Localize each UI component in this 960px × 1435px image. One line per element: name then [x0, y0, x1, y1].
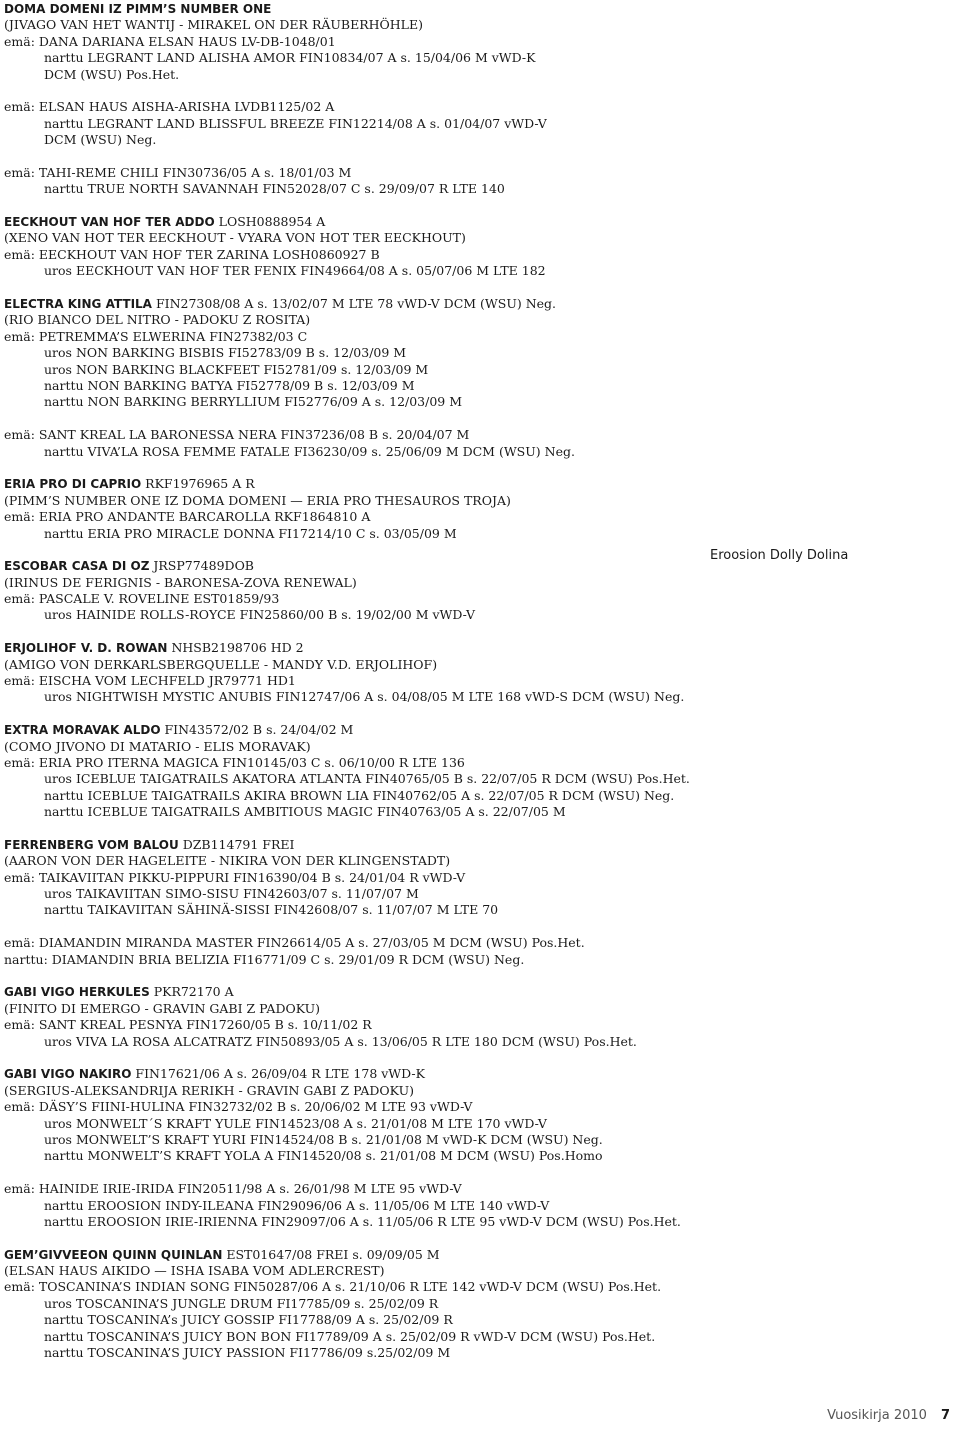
pedigree-line: emä: PASCALE V. ROVELINE EST01859/93	[4, 591, 280, 607]
entry-gap	[4, 1230, 664, 1246]
entry-heading	[4, 837, 664, 853]
pedigree-line: emä: ERIA PRO ANDANTE BARCAROLLA RKF1864810 A	[4, 509, 371, 525]
offspring-line: uros MONWELT’S KRAFT YURI FIN14524/08 B s. 21/01/08 M vWD-K DCM (WSU) Neg.	[44, 1131, 603, 1147]
entry-gap	[4, 624, 664, 640]
dog-entry	[4, 1066, 681, 1230]
pedigree-line: emä: SANT KREAL PESNYA FIN17260/05 B s. 10/11/02 R	[4, 1017, 372, 1033]
offspring-line: narttu EROOSION IRIE-IRIENNA FIN29097/06 A s. 11/05/06 R LTE 95 vWD-V DCM (WSU) Pos.Het.	[44, 1213, 681, 1229]
offspring-line: narttu TOSCANINA’S JUICY PASSION FI17786/09 s.25/02/09 M	[44, 1345, 451, 1361]
dog-entry	[4, 1, 664, 198]
entry-gap	[4, 821, 664, 837]
registration-info: FIN27308/08 A s. 13/02/07 M LTE 78 vWD-V DCM (WSU) Neg.	[151, 296, 557, 312]
pedigree-line: (ELSAN HAUS AIKIDO — ISHA ISABA VOM ADLERCREST)	[4, 1263, 385, 1279]
offspring-line: uros HAINIDE ROLLS-ROYCE FIN25860/00 B s. 19/02/00 M vWD-V	[44, 607, 475, 623]
entry-gap	[4, 198, 664, 214]
dog-entry	[4, 214, 664, 280]
line-gap	[4, 149, 664, 165]
offspring-line: uros TAIKAVIITAN SIMO-SISU FIN42603/07 s. 11/07/07 M	[44, 886, 419, 902]
dog-name: DOMA DOMENI IZ PIMM’S NUMBER ONE	[4, 2, 272, 16]
entry-gap	[4, 460, 664, 476]
offspring-line: DCM (WSU) Pos.Het.	[44, 66, 180, 82]
pedigree-line: (SERGIUS-ALEKSANDRIJA RERIKH - GRAVIN GABI Z PADOKU)	[4, 1082, 414, 1098]
page-footer	[827, 1408, 950, 1423]
registration-info: EST01647/08 FREI s. 09/09/05 M	[222, 1246, 440, 1262]
pedigree-line: emä: DANA DARIANA ELSAN HAUS LV-DB-1048/01	[4, 33, 336, 49]
offspring-line: narttu EROOSION INDY-ILEANA FIN29096/06 A s. 11/05/06 M LTE 140 vWD-V	[44, 1197, 550, 1213]
pedigree-line: emä: HAINIDE IRIE-IRIDA FIN20511/98 A s. 26/01/98 M LTE 95 vWD-V	[4, 1181, 462, 1197]
offspring-line: uros NON BARKING BISBIS FI52783/09 B s. 12/03/09 M	[44, 345, 407, 361]
pedigree-line: emä: TOSCANINA’S INDIAN SONG FIN50287/06 A s. 21/10/06 R LTE 142 vWD-V DCM (WSU) Pos.Het.	[4, 1279, 662, 1295]
dog-name: ESCOBAR CASA DI OZ	[4, 559, 150, 574]
registration-info: JRSP77489DOB	[149, 558, 254, 574]
entry-heading	[4, 296, 664, 312]
entry-heading	[4, 1, 664, 17]
photo-caption: Eroosion Dolly Dolina	[710, 548, 849, 563]
entry-gap	[4, 706, 664, 722]
line-gap	[4, 411, 664, 427]
pedigree-line: emä: PETREMMA’S ELWERINA FIN27382/03 C	[4, 328, 308, 344]
offspring-line: narttu ICEBLUE TAIGATRAILS AKIRA BROWN LIA FIN40762/05 A s. 22/07/05 R DCM (WSU) Neg.	[44, 787, 675, 803]
offspring-line: narttu TRUE NORTH SAVANNAH FIN52028/07 C s. 29/09/07 R LTE 140	[44, 181, 505, 197]
pedigree-line: emä: TAIKAVIITAN PIKKU-PIPPURI FIN16390/04 B s. 24/01/04 R vWD-V	[4, 869, 466, 885]
pedigree-line: emä: SANT KREAL LA BARONESSA NERA FIN37236/08 B s. 20/04/07 M	[4, 427, 470, 443]
pedigree-line: (PIMM’S NUMBER ONE IZ DOMA DOMENI — ERIA PRO THESAUROS TROJA)	[4, 492, 511, 508]
entry-heading	[4, 984, 664, 1000]
dog-entry	[4, 984, 664, 1050]
registration-info: LOSH0888954 A	[214, 214, 326, 230]
entry-gap	[4, 280, 664, 296]
offspring-line: narttu ERIA PRO MIRACLE DONNA FI17214/10 C s. 03/05/09 M	[44, 525, 457, 541]
offspring-line: narttu TAIKAVIITAN SÄHINÄ-SISSI FIN42608/07 s. 11/07/07 M LTE 70	[44, 902, 499, 918]
line-gap	[4, 919, 664, 935]
entry-heading	[4, 722, 664, 738]
entry-heading	[4, 476, 664, 492]
pedigree-line: (AMIGO VON DERKARLSBERGQUELLE - MANDY V.D. ERJOLIHOF)	[4, 656, 438, 672]
entry-heading	[4, 214, 664, 230]
offspring-line: uros VIVA LA ROSA ALCATRATZ FIN50893/05 A s. 13/06/05 R LTE 180 DCM (WSU) Pos.Het.	[44, 1033, 637, 1049]
offspring-line: narttu LEGRANT LAND ALISHA AMOR FIN10834/07 A s. 15/04/06 M vWD-K	[44, 50, 536, 66]
registration-info: DZB114791 FREI	[178, 836, 295, 852]
registration-info: FIN17621/06 A s. 26/09/04 R LTE 178 vWD-K	[131, 1066, 425, 1082]
offspring-line: DCM (WSU) Neg.	[44, 132, 157, 148]
offspring-line: uros MONWELT´S KRAFT YULE FIN14523/08 A s. 21/01/08 M LTE 170 vWD-V	[44, 1115, 547, 1131]
kennel-listing	[4, 1, 690, 1361]
pedigree-line: emä: DIAMANDIN MIRANDA MASTER FIN26614/05 A s. 27/03/05 M DCM (WSU) Pos.Het.	[4, 935, 585, 951]
line-gap	[4, 1165, 664, 1181]
entry-gap	[4, 968, 664, 984]
offspring-line: narttu NON BARKING BERRYLLIUM FI52776/09 A s. 12/03/09 M	[44, 394, 463, 410]
offspring-line: uros EECKHOUT VAN HOF TER FENIX FIN49664/08 A s. 05/07/06 M LTE 182	[44, 263, 546, 279]
pedigree-line: emä: EISCHA VOM LECHFELD JR79771 HD1	[4, 673, 296, 689]
dog-entry	[4, 1247, 664, 1362]
offspring-line: uros NIGHTWISH MYSTIC ANUBIS FIN12747/06 A s. 04/08/05 M LTE 168 vWD-S DCM (WSU) Neg.	[44, 689, 685, 705]
yearbook-title: Vuosikirja 2010	[827, 1408, 927, 1423]
pedigree-line: emä: EECKHOUT VAN HOF TER ZARINA LOSH0860927 B	[4, 246, 380, 262]
dog-entry	[4, 837, 664, 968]
dog-name: FERRENBERG VOM BALOU	[4, 837, 179, 852]
entry-gap	[4, 1050, 664, 1066]
offspring-line: uros TOSCANINA’S JUNGLE DRUM FI17785/09 s. 25/02/09 R	[44, 1295, 439, 1311]
dog-entry	[4, 640, 685, 706]
entry-gap	[4, 542, 664, 558]
dog-name: EECKHOUT VAN HOF TER ADDO	[4, 215, 215, 230]
dog-entry	[4, 476, 664, 542]
dog-name: GABI VIGO HERKULES	[4, 985, 150, 1000]
entry-heading	[4, 640, 664, 656]
dog-name: ERIA PRO DI CAPRIO	[4, 477, 142, 492]
pedigree-line: (XENO VAN HOT TER EECKHOUT - VYARA VON HOT TER EECKHOUT)	[4, 230, 466, 246]
offspring-line: uros ICEBLUE TAIGATRAILS AKATORA ATLANTA FIN40765/05 B s. 22/07/05 R DCM (WSU) Pos.Het.	[44, 771, 690, 787]
pedigree-line: (COMO JIVONO DI MATARIO - ELIS MORAVAK)	[4, 738, 311, 754]
registration-info: RKF1976965 A R	[141, 476, 255, 492]
dog-entry	[4, 722, 690, 820]
pedigree-line: (JIVAGO VAN HET WANTIJ - MIRAKEL ON DER RÄUBERHÖHLE)	[4, 17, 423, 33]
pedigree-line: (AARON VON DER HAGELEITE - NIKIRA VON DER KLINGENSTADT)	[4, 853, 451, 869]
registration-info: NHSB2198706 HD 2	[167, 640, 304, 656]
offspring-line: narttu VIVA’LA ROSA FEMME FATALE FI36230/09 s. 25/06/09 M DCM (WSU) Neg.	[44, 443, 575, 459]
offspring-line: narttu TOSCANINA’S JUICY BON BON FI17789/09 A s. 25/02/09 R vWD-V DCM (WSU) Pos.Het.	[44, 1328, 656, 1344]
pedigree-line: narttu: DIAMANDIN BRIA BELIZIA FI16771/09 C s. 29/01/09 R DCM (WSU) Neg.	[4, 951, 525, 967]
line-gap	[4, 83, 664, 99]
pedigree-line: (IRINUS DE FERIGNIS - BARONESA-ZOVA RENEWAL)	[4, 574, 357, 590]
pedigree-line: emä: TAHI-REME CHILI FIN30736/05 A s. 18/01/03 M	[4, 164, 352, 180]
dog-entry	[4, 558, 664, 624]
pedigree-line: emä: ELSAN HAUS AISHA-ARISHA LVDB1125/02 A	[4, 99, 335, 115]
pedigree-line: emä: DÄSY’S FIINI-HULINA FIN32732/02 B s. 20/06/02 M LTE 93 vWD-V	[4, 1099, 473, 1115]
offspring-line: narttu LEGRANT LAND BLISSFUL BREEZE FIN12214/08 A s. 01/04/07 vWD-V	[44, 115, 547, 131]
offspring-line: narttu NON BARKING BATYA FI52778/09 B s. 12/03/09 M	[44, 377, 415, 393]
pedigree-line: (RIO BIANCO DEL NITRO - PADOKU Z ROSITA)	[4, 312, 311, 328]
entry-heading	[4, 558, 664, 574]
dog-name: EXTRA MORAVAK ALDO	[4, 723, 161, 738]
dog-name: ERJOLIHOF V. D. ROWAN	[4, 641, 168, 656]
registration-info: FIN43572/02 B s. 24/04/02 M	[160, 722, 354, 738]
entry-heading	[4, 1247, 664, 1263]
offspring-line: uros NON BARKING BLACKFEET FI52781/09 s. 12/03/09 M	[44, 361, 429, 377]
dog-name: GEM’GIVVEEON QUINN QUINLAN	[4, 1247, 223, 1262]
entry-heading	[4, 1066, 664, 1082]
pedigree-line: emä: ERIA PRO ITERNA MAGICA FIN10145/03 C s. 06/10/00 R LTE 136	[4, 754, 465, 770]
offspring-line: narttu ICEBLUE TAIGATRAILS AMBITIOUS MAGIC FIN40763/05 A s. 22/07/05 M	[44, 804, 566, 820]
dog-name: GABI VIGO NAKIRO	[4, 1067, 132, 1082]
page-number: 7	[940, 1408, 950, 1423]
registration-info: PKR72170 A	[149, 984, 234, 1000]
offspring-line: narttu MONWELT’S KRAFT YOLA A FIN14520/08 s. 21/01/08 M DCM (WSU) Pos.Homo	[44, 1148, 603, 1164]
offspring-line: narttu TOSCANINA’s JUICY GOSSIP FI17788/09 A s. 25/02/09 R	[44, 1312, 453, 1328]
dog-name: ELECTRA KING ATTILA	[4, 297, 152, 312]
dog-entry	[4, 296, 664, 460]
pedigree-line: (FINITO DI EMERGO - GRAVIN GABI Z PADOKU)	[4, 1000, 321, 1016]
